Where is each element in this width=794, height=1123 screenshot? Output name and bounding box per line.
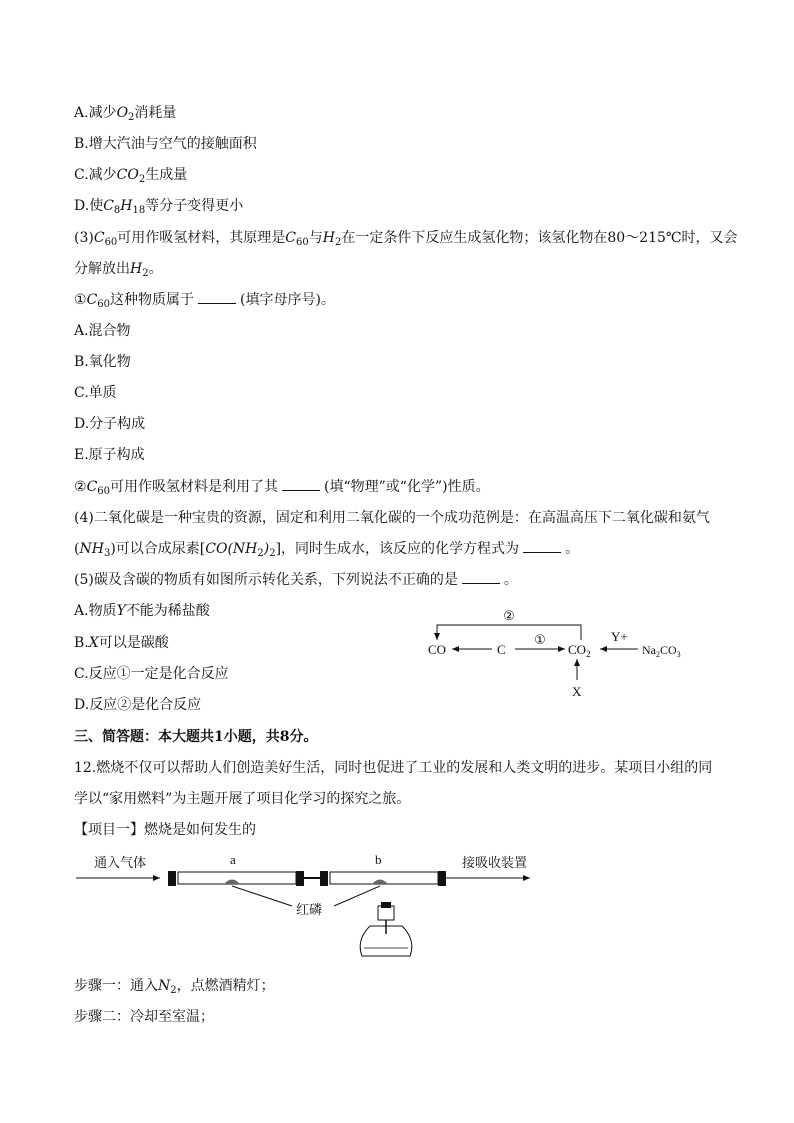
- carbon-conversion-diagram: [420, 600, 710, 710]
- option-d: D.使$C_8H_{18}$等分子变得更小: [74, 198, 244, 216]
- q1-option: E.原子构成: [74, 447, 145, 463]
- part5-option-b: B.X可以是碳酸: [74, 635, 169, 651]
- answer-blank[interactable]: [523, 540, 561, 553]
- answer-blank[interactable]: [198, 291, 236, 304]
- project1-heading: 【项目一】燃烧是如何发生的: [74, 822, 256, 838]
- part5-stem: (5)碳及含碳的物质有如图所示转化关系，下列说法不正确的是 。: [74, 572, 518, 588]
- answer-blank[interactable]: [282, 478, 320, 491]
- reaction-2-label: ②: [503, 608, 515, 623]
- option-b: B.增大汽油与空气的接触面积: [74, 136, 257, 152]
- reaction-1-label: ①: [534, 632, 546, 647]
- part3-intro: $(3)C_{60}$可用作吸氢材料，其原理是$C_{60}$与$H_2$在一定条件下反应生成氢化物；该氢化物在80～215℃时，又会: [74, 230, 738, 248]
- step1: 步骤一：通入$N_2$，点燃酒精灯；: [74, 978, 275, 996]
- co-node: CO: [428, 642, 447, 657]
- q12-line2: 学以“家用燃料”为主题开展了项目化学习的探究之旅。: [74, 791, 411, 807]
- part4-line1: (4)二氧化碳是一种宝贵的资源，固定和利用二氧化碳的一个成功范例是：在高温高压下二氧化碳和氨气: [74, 510, 710, 526]
- q1-option: D.分子构成: [74, 416, 146, 432]
- red-phosphorus-label: 红磷: [296, 902, 323, 917]
- part3-intro-line2: 分解放出$H_2$。: [74, 261, 163, 279]
- c-node: C: [497, 642, 506, 657]
- part5-option-d: D.反应②是化合反应: [74, 697, 202, 713]
- y-plus-label: Y+: [611, 629, 628, 644]
- q1-option: C.单质: [74, 385, 117, 401]
- part5-option-a: A.物质Y不能为稀盐酸: [74, 603, 210, 619]
- q1-option: A.混合物: [74, 323, 131, 339]
- option-c: C.减少$CO_2$生成量: [74, 167, 188, 185]
- alcohol-lamp-icon: [360, 902, 412, 956]
- part4-line2: $(NH_3)$可以合成尿素$[CO(NH_2)_2]$，同时生成水，该反应的化学方程式为 。: [74, 541, 580, 559]
- part5-option-c: C.反应①一定是化合反应: [74, 666, 229, 682]
- answer-blank[interactable]: [462, 571, 500, 584]
- na2co3-node: $Na_2CO_3$: [642, 643, 681, 659]
- x-node: X: [572, 684, 582, 699]
- option-a: A.减少$O_2$消耗量: [74, 105, 177, 123]
- section3-title: 三、简答题：本大题共1小题，共8分。: [74, 729, 318, 745]
- q12-line1: 12.燃烧不仅可以帮助人们创造美好生活，同时也促进了工业的发展和人类文明的进步。某项目小组的同: [74, 760, 713, 776]
- part3-question1: $①C_{60}$这种物质属于 (填字母序号)。: [74, 292, 335, 310]
- co2-node: $CO_2$: [568, 642, 591, 659]
- tube-a-label: a: [230, 852, 236, 867]
- absorb-label: 接吸收装置: [462, 855, 528, 870]
- combustion-apparatus: [70, 848, 550, 970]
- tube-b-label: b: [375, 852, 382, 867]
- step2: 步骤二：冷却至室温；: [74, 1009, 214, 1025]
- part3-question2: $②C_{60}$可用作吸氢材料是利用了其 (填“物理”或“化学”)性质。: [74, 479, 490, 497]
- gas-in-label: 通入气体: [94, 855, 147, 870]
- q1-option: B.氧化物: [74, 354, 131, 370]
